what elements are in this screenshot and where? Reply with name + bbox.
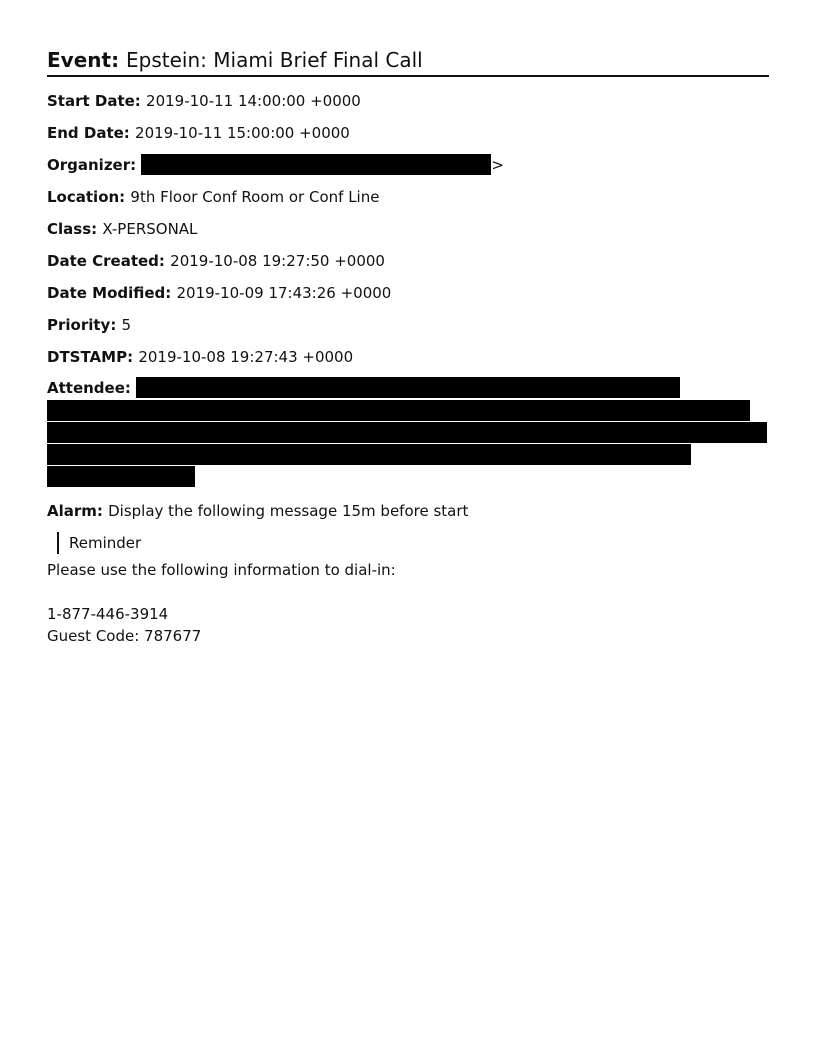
- dtstamp-row: [47, 341, 769, 373]
- attendee-redaction: [47, 400, 750, 421]
- class-row: [47, 213, 769, 245]
- organizer-row: [47, 149, 769, 181]
- start-date-row: [47, 85, 769, 117]
- event-title: Epstein: Miami Brief Final Call: [126, 48, 423, 72]
- date-created-value: 2019-10-08 19:27:50 +0000: [170, 252, 385, 270]
- end-date-value: 2019-10-11 15:00:00 +0000: [135, 124, 350, 142]
- location-row: [47, 181, 769, 213]
- priority-label: Priority:: [47, 316, 122, 334]
- attendee-label: Attendee:: [47, 379, 137, 397]
- event-document: [47, 46, 769, 647]
- date-modified-label: Date Modified:: [47, 284, 177, 302]
- priority-value: 5: [121, 316, 132, 334]
- reminder-quote: Reminder: [57, 532, 769, 554]
- end-date-row: [47, 117, 769, 149]
- end-date-label: End Date:: [47, 124, 136, 142]
- start-date-value: 2019-10-11 14:00:00 +0000: [146, 92, 361, 110]
- attendee-redaction: [47, 466, 195, 487]
- date-modified-value: 2019-10-09 17:43:26 +0000: [176, 284, 392, 302]
- dtstamp-label: DTSTAMP:: [47, 348, 139, 366]
- alarm-value: Display the following message 15m before start: [108, 502, 469, 520]
- organizer-label: Organizer:: [47, 156, 142, 174]
- description-line: Please use the following information to dial-in:: [47, 561, 396, 579]
- attendee-block: [47, 377, 769, 487]
- attendee-row: [47, 377, 769, 399]
- organizer-redaction: [141, 154, 491, 175]
- class-label: Class:: [47, 220, 103, 238]
- event-title-row: [47, 46, 769, 77]
- alarm-label: Alarm:: [47, 502, 109, 520]
- date-created-label: Date Created:: [47, 252, 171, 270]
- organizer-trailing: >: [491, 156, 504, 174]
- class-value: X-PERSONAL: [102, 220, 198, 238]
- attendee-redaction: [47, 422, 767, 443]
- description-spacer: [47, 581, 769, 603]
- date-modified-row: [47, 277, 769, 309]
- guest-code: Guest Code: 787677: [47, 627, 202, 645]
- dtstamp-value: 2019-10-08 19:27:43 +0000: [138, 348, 354, 366]
- attendee-redaction: [47, 444, 691, 465]
- dial-in-number: 1-877-446-3914: [47, 605, 169, 623]
- alarm-row: [47, 495, 769, 527]
- event-description: [47, 559, 769, 647]
- attendee-redaction: [136, 377, 680, 398]
- date-created-row: [47, 245, 769, 277]
- location-value: 9th Floor Conf Room or Conf Line: [130, 188, 380, 206]
- start-date-label: Start Date:: [47, 92, 147, 110]
- event-label: Event:: [47, 48, 127, 72]
- priority-row: [47, 309, 769, 341]
- location-label: Location:: [47, 188, 131, 206]
